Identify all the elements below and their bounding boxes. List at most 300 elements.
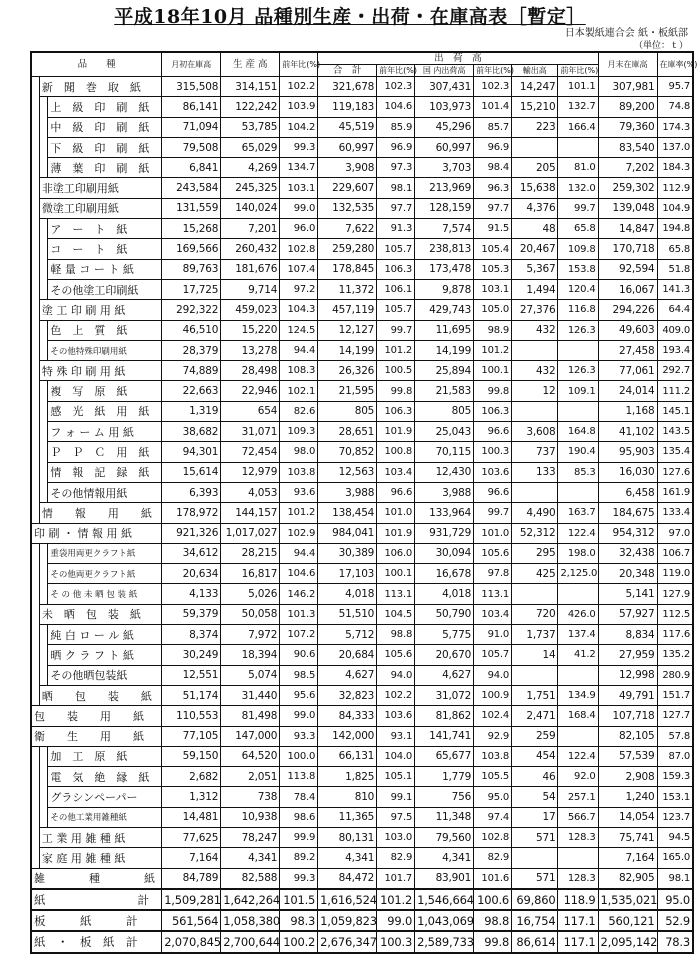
cell-domestic: 756	[415, 787, 474, 807]
indent-spacer	[39, 787, 47, 807]
table-row	[31, 889, 693, 910]
cell-total-yoy: 93.1	[377, 726, 415, 746]
cell-export: 15,638	[512, 178, 558, 198]
cell-export-yoy: 166.4	[558, 117, 598, 137]
indent-spacer	[31, 787, 39, 807]
cell-production: 1,017,027	[221, 523, 280, 543]
cell-opening-inventory: 86,141	[162, 97, 221, 117]
cell-inventory-ratio: 143.5	[657, 422, 693, 442]
cell-production: 64,520	[221, 746, 280, 766]
cell-inventory-ratio: 65.8	[657, 239, 693, 259]
cell-domestic-yoy: 98.8	[474, 910, 512, 931]
table-row	[31, 746, 693, 766]
table-row	[31, 482, 693, 502]
cell-shipments-total: 805	[318, 401, 377, 421]
cell-export-yoy: 257.1	[558, 787, 598, 807]
table-row	[31, 665, 693, 685]
cell-export: 737	[512, 442, 558, 462]
cell-opening-inventory: 292,322	[162, 300, 221, 320]
cell-domestic: 173,478	[415, 259, 474, 279]
cell-closing-inventory: 170,718	[598, 239, 657, 259]
cell-export-yoy: 85.3	[558, 462, 598, 482]
cell-export: 15,210	[512, 97, 558, 117]
cell-shipments-total: 1,059,823	[318, 910, 377, 931]
cell-shipments-total: 17,103	[318, 564, 377, 584]
cell-domestic: 70,115	[415, 442, 474, 462]
cell-export-yoy	[558, 848, 598, 868]
cell-export	[512, 482, 558, 502]
row-name: 軽 量 コ ー ト 紙	[48, 259, 162, 279]
row-name: 特 殊 印 刷 用 紙	[39, 361, 161, 381]
cell-production: 181,676	[221, 259, 280, 279]
cell-production-yoy: 107.2	[280, 625, 318, 645]
cell-closing-inventory: 139,048	[598, 198, 657, 218]
cell-production-yoy: 98.0	[280, 442, 318, 462]
cell-export: 259	[512, 726, 558, 746]
indent-spacer	[39, 259, 47, 279]
cell-production: 31,071	[221, 422, 280, 442]
table-row	[31, 77, 693, 97]
cell-total-yoy: 100.8	[377, 442, 415, 462]
indent-spacer	[31, 158, 39, 178]
cell-production-yoy: 100.2	[280, 931, 318, 952]
indent-spacer	[31, 117, 39, 137]
cell-export-yoy: 65.8	[558, 219, 598, 239]
cell-export	[512, 401, 558, 421]
cell-shipments-total: 178,845	[318, 259, 377, 279]
indent-spacer	[39, 665, 47, 685]
cell-domestic-yoy: 103.1	[474, 279, 512, 299]
cell-shipments-total: 14,199	[318, 340, 377, 360]
cell-production: 122,242	[221, 97, 280, 117]
cell-shipments-total: 80,131	[318, 827, 377, 847]
cell-domestic-yoy: 98.9	[474, 320, 512, 340]
cell-production: 81,498	[221, 706, 280, 726]
cell-domestic-yoy: 92.9	[474, 726, 512, 746]
cell-domestic: 45,296	[415, 117, 474, 137]
table-row	[31, 807, 693, 827]
cell-export: 205	[512, 158, 558, 178]
cell-production: 22,946	[221, 381, 280, 401]
indent-spacer	[31, 77, 39, 97]
indent-spacer	[39, 117, 47, 137]
cell-total-yoy: 106.0	[377, 543, 415, 563]
row-name: コ ー ト 紙	[48, 239, 162, 259]
cell-production: 5,074	[221, 665, 280, 685]
indent-spacer	[31, 584, 39, 604]
cell-total-yoy: 97.3	[377, 158, 415, 178]
cell-inventory-ratio: 94.5	[657, 827, 693, 847]
cell-production-yoy: 99.9	[280, 827, 318, 847]
cell-inventory-ratio: 194.8	[657, 219, 693, 239]
table-row	[31, 381, 693, 401]
row-name: 塗 工 印 刷 用 紙	[39, 300, 161, 320]
cell-production-yoy: 109.3	[280, 422, 318, 442]
cell-production-yoy: 104.3	[280, 300, 318, 320]
cell-export: 20,467	[512, 239, 558, 259]
cell-production-yoy: 101.3	[280, 604, 318, 624]
row-name: 電 気 絶 縁 紙	[48, 767, 162, 787]
header-production: 生 産 高	[221, 52, 280, 77]
table-row	[31, 685, 693, 705]
cell-domestic: 1,546,664	[415, 889, 474, 910]
cell-export-yoy: 109.8	[558, 239, 598, 259]
row-name: その他工業用雑種紙	[48, 807, 162, 827]
table-row	[31, 827, 693, 847]
cell-inventory-ratio: 95.0	[657, 889, 693, 910]
cell-export-yoy: 163.7	[558, 503, 598, 523]
cell-export-yoy	[558, 482, 598, 502]
cell-shipments-total: 84,333	[318, 706, 377, 726]
cell-closing-inventory: 954,312	[598, 523, 657, 543]
cell-closing-inventory: 7,202	[598, 158, 657, 178]
cell-closing-inventory: 184,675	[598, 503, 657, 523]
cell-closing-inventory: 57,927	[598, 604, 657, 624]
cell-production-yoy: 113.8	[280, 767, 318, 787]
cell-inventory-ratio: 98.1	[657, 868, 693, 889]
cell-total-yoy: 98.1	[377, 178, 415, 198]
cell-production: 2,051	[221, 767, 280, 787]
table-row	[31, 523, 693, 543]
table-row	[31, 97, 693, 117]
cell-total-yoy: 103.4	[377, 462, 415, 482]
table-row	[31, 178, 693, 198]
cell-inventory-ratio: 145.1	[657, 401, 693, 421]
cell-inventory-ratio: 52.9	[657, 910, 693, 931]
row-name: フ ォ ー ム 用 紙	[48, 422, 162, 442]
row-name: その他情報用紙	[48, 482, 162, 502]
header-shipments-total: 合 計	[318, 65, 377, 77]
cell-export: 4,490	[512, 503, 558, 523]
row-name: 情 報 記 録 紙	[48, 462, 162, 482]
cell-closing-inventory: 5,141	[598, 584, 657, 604]
cell-production-yoy: 99.0	[280, 706, 318, 726]
cell-domestic: 14,199	[415, 340, 474, 360]
cell-production-yoy: 107.4	[280, 259, 318, 279]
table-row	[31, 158, 693, 178]
indent-spacer	[39, 482, 47, 502]
cell-production: 5,026	[221, 584, 280, 604]
row-name: 晒 包 装 紙	[39, 685, 161, 705]
cell-opening-inventory: 315,508	[162, 77, 221, 97]
cell-export	[512, 584, 558, 604]
cell-inventory-ratio: 57.8	[657, 726, 693, 746]
cell-domestic: 103,973	[415, 97, 474, 117]
table-row	[31, 401, 693, 421]
cell-export-yoy: 190.4	[558, 442, 598, 462]
cell-closing-inventory: 307,981	[598, 77, 657, 97]
cell-domestic: 31,072	[415, 685, 474, 705]
cell-shipments-total: 321,678	[318, 77, 377, 97]
cell-domestic: 141,741	[415, 726, 474, 746]
cell-export-yoy	[558, 665, 598, 685]
cell-closing-inventory: 49,791	[598, 685, 657, 705]
cell-opening-inventory: 59,379	[162, 604, 221, 624]
cell-inventory-ratio: 112.9	[657, 178, 693, 198]
cell-total-yoy: 105.7	[377, 239, 415, 259]
cell-shipments-total: 1,616,524	[318, 889, 377, 910]
cell-domestic: 7,574	[415, 219, 474, 239]
cell-domestic: 5,775	[415, 625, 474, 645]
cell-export-yoy: 109.1	[558, 381, 598, 401]
cell-domestic-yoy: 91.0	[474, 625, 512, 645]
row-name: 複 写 原 紙	[48, 381, 162, 401]
header-domestic: 国 内出荷高	[415, 65, 474, 77]
cell-domestic: 4,627	[415, 665, 474, 685]
indent-spacer	[31, 482, 39, 502]
row-name: 衛 生 用 紙	[31, 726, 162, 746]
cell-domestic-yoy: 102.8	[474, 827, 512, 847]
cell-domestic-yoy: 96.6	[474, 482, 512, 502]
cell-production: 13,278	[221, 340, 280, 360]
indent-spacer	[31, 422, 39, 442]
cell-total-yoy: 99.1	[377, 787, 415, 807]
cell-opening-inventory: 2,682	[162, 767, 221, 787]
cell-export: 12	[512, 381, 558, 401]
cell-production-yoy: 102.1	[280, 381, 318, 401]
indent-spacer	[39, 340, 47, 360]
cell-shipments-total: 7,622	[318, 219, 377, 239]
indent-spacer	[31, 178, 39, 198]
cell-total-yoy: 96.9	[377, 137, 415, 157]
cell-total-yoy: 97.5	[377, 807, 415, 827]
cell-inventory-ratio: 97.0	[657, 523, 693, 543]
cell-export: 46	[512, 767, 558, 787]
cell-domestic: 4,341	[415, 848, 474, 868]
cell-shipments-total: 45,519	[318, 117, 377, 137]
cell-domestic-yoy: 99.8	[474, 381, 512, 401]
cell-export-yoy: 118.9	[558, 889, 598, 910]
header-domestic-yoy: 前年比(%)	[474, 65, 512, 77]
table-row	[31, 625, 693, 645]
cell-export	[512, 137, 558, 157]
cell-opening-inventory: 14,481	[162, 807, 221, 827]
table-row	[31, 239, 693, 259]
cell-production: 9,714	[221, 279, 280, 299]
cell-production-yoy: 134.7	[280, 158, 318, 178]
cell-closing-inventory: 16,067	[598, 279, 657, 299]
cell-total-yoy: 94.0	[377, 665, 415, 685]
cell-export: 69,860	[512, 889, 558, 910]
cell-shipments-total: 12,563	[318, 462, 377, 482]
indent-spacer	[31, 137, 39, 157]
cell-domestic-yoy: 101.4	[474, 97, 512, 117]
cell-production: 4,053	[221, 482, 280, 502]
indent-spacer	[39, 807, 47, 827]
table-row	[31, 787, 693, 807]
cell-production-yoy: 97.2	[280, 279, 318, 299]
table-row	[31, 117, 693, 137]
cell-export-yoy: 122.4	[558, 746, 598, 766]
cell-domestic-yoy: 91.5	[474, 219, 512, 239]
cell-domestic: 238,813	[415, 239, 474, 259]
cell-opening-inventory: 34,612	[162, 543, 221, 563]
report-title: 平成18年10月 品種別生産・出荷・在庫高表［暫定］	[114, 6, 586, 28]
cell-export-yoy: 168.4	[558, 706, 598, 726]
indent-spacer	[31, 767, 39, 787]
cell-domestic-yoy: 102.3	[474, 77, 512, 97]
header-opening-inventory: 月初在庫高	[162, 52, 221, 77]
cell-shipments-total: 32,823	[318, 685, 377, 705]
cell-opening-inventory: 77,105	[162, 726, 221, 746]
indent-spacer	[31, 320, 39, 340]
indent-spacer	[39, 625, 47, 645]
header-export: 輸出高	[512, 65, 558, 77]
header-total-yoy: 前年比(%)	[377, 65, 415, 77]
cell-export-yoy: 566.7	[558, 807, 598, 827]
table-row	[31, 422, 693, 442]
cell-inventory-ratio: 127.7	[657, 706, 693, 726]
cell-domestic-yoy: 95.0	[474, 787, 512, 807]
indent-spacer	[39, 767, 47, 787]
cell-production: 147,000	[221, 726, 280, 746]
table-row	[31, 706, 693, 726]
cell-export: 432	[512, 361, 558, 381]
cell-export: 27,376	[512, 300, 558, 320]
cell-inventory-ratio: 165.0	[657, 848, 693, 868]
indent-spacer	[39, 239, 47, 259]
cell-opening-inventory: 59,150	[162, 746, 221, 766]
cell-export	[512, 665, 558, 685]
cell-inventory-ratio: 133.4	[657, 503, 693, 523]
table-row	[31, 726, 693, 746]
cell-total-yoy: 101.0	[377, 503, 415, 523]
cell-domestic: 2,589,733	[415, 931, 474, 952]
cell-opening-inventory: 131,559	[162, 198, 221, 218]
cell-domestic: 4,018	[415, 584, 474, 604]
indent-spacer	[31, 807, 39, 827]
cell-inventory-ratio: 111.2	[657, 381, 693, 401]
cell-production-yoy: 82.6	[280, 401, 318, 421]
cell-production: 4,341	[221, 848, 280, 868]
cell-shipments-total: 4,018	[318, 584, 377, 604]
cell-domestic-yoy: 85.7	[474, 117, 512, 137]
cell-export-yoy: 128.3	[558, 827, 598, 847]
cell-export-yoy: 132.0	[558, 178, 598, 198]
row-name: 未 晒 包 装 紙	[39, 604, 161, 624]
cell-closing-inventory: 95,903	[598, 442, 657, 462]
cell-shipments-total: 51,510	[318, 604, 377, 624]
cell-export: 52,312	[512, 523, 558, 543]
indent-spacer	[39, 219, 47, 239]
cell-total-yoy: 106.3	[377, 401, 415, 421]
cell-production: 31,440	[221, 685, 280, 705]
cell-domestic: 16,678	[415, 564, 474, 584]
cell-total-yoy: 101.9	[377, 422, 415, 442]
cell-production-yoy: 96.0	[280, 219, 318, 239]
cell-domestic: 30,094	[415, 543, 474, 563]
row-name: 下 級 印 刷 紙	[48, 137, 162, 157]
cell-domestic: 931,729	[415, 523, 474, 543]
table-row	[31, 137, 693, 157]
cell-domestic-yoy: 106.3	[474, 401, 512, 421]
cell-inventory-ratio: 95.7	[657, 77, 693, 97]
cell-total-yoy: 113.1	[377, 584, 415, 604]
cell-production-yoy: 102.9	[280, 523, 318, 543]
cell-shipments-total: 3,988	[318, 482, 377, 502]
cell-opening-inventory: 89,763	[162, 259, 221, 279]
cell-domestic: 213,969	[415, 178, 474, 198]
indent-spacer	[31, 848, 39, 868]
indent-spacer	[31, 219, 39, 239]
cell-export: 14	[512, 645, 558, 665]
cell-total-yoy: 85.9	[377, 117, 415, 137]
cell-shipments-total: 4,627	[318, 665, 377, 685]
cell-domestic: 21,583	[415, 381, 474, 401]
row-name: 印 刷 ・ 情 報 用 紙	[31, 523, 162, 543]
cell-closing-inventory: 77,061	[598, 361, 657, 381]
indent-spacer	[39, 543, 47, 563]
cell-production-yoy: 103.1	[280, 178, 318, 198]
cell-inventory-ratio: 127.9	[657, 584, 693, 604]
cell-production-yoy: 124.5	[280, 320, 318, 340]
cell-opening-inventory: 8,374	[162, 625, 221, 645]
cell-export: 5,367	[512, 259, 558, 279]
cell-inventory-ratio: 106.7	[657, 543, 693, 563]
cell-opening-inventory: 1,319	[162, 401, 221, 421]
table-row	[31, 767, 693, 787]
cell-total-yoy: 105.6	[377, 645, 415, 665]
cell-inventory-ratio: 141.3	[657, 279, 693, 299]
cell-inventory-ratio: 64.4	[657, 300, 693, 320]
cell-export-yoy: 153.8	[558, 259, 598, 279]
cell-inventory-ratio: 159.3	[657, 767, 693, 787]
indent-spacer	[31, 543, 39, 563]
cell-opening-inventory: 15,614	[162, 462, 221, 482]
cell-total-yoy: 101.2	[377, 340, 415, 360]
cell-shipments-total: 28,651	[318, 422, 377, 442]
cell-shipments-total: 810	[318, 787, 377, 807]
cell-export-yoy: 126.3	[558, 361, 598, 381]
cell-production: 260,432	[221, 239, 280, 259]
cell-shipments-total: 2,676,347	[318, 931, 377, 952]
cell-domestic-yoy: 94.0	[474, 665, 512, 685]
cell-domestic-yoy: 105.6	[474, 543, 512, 563]
cell-closing-inventory: 83,540	[598, 137, 657, 157]
cell-total-yoy: 99.7	[377, 320, 415, 340]
cell-closing-inventory: 79,360	[598, 117, 657, 137]
cell-domestic: 81,862	[415, 706, 474, 726]
cell-domestic-yoy: 105.4	[474, 239, 512, 259]
cell-domestic: 805	[415, 401, 474, 421]
indent-spacer	[31, 625, 39, 645]
cell-closing-inventory: 1,240	[598, 787, 657, 807]
cell-export: 14,247	[512, 77, 558, 97]
cell-opening-inventory: 79,508	[162, 137, 221, 157]
cell-export-yoy: 128.3	[558, 868, 598, 889]
indent-spacer	[31, 746, 39, 766]
cell-domestic: 65,677	[415, 746, 474, 766]
cell-production-yoy: 94.4	[280, 340, 318, 360]
indent-spacer	[31, 361, 39, 381]
cell-domestic-yoy: 97.8	[474, 564, 512, 584]
cell-inventory-ratio: 135.4	[657, 442, 693, 462]
indent-spacer	[31, 645, 39, 665]
cell-shipments-total: 12,127	[318, 320, 377, 340]
cell-production: 140,024	[221, 198, 280, 218]
cell-production-yoy: 95.6	[280, 685, 318, 705]
cell-domestic: 25,894	[415, 361, 474, 381]
cell-export: 1,494	[512, 279, 558, 299]
cell-export-yoy	[558, 726, 598, 746]
cell-total-yoy: 102.3	[377, 77, 415, 97]
cell-shipments-total: 5,712	[318, 625, 377, 645]
cell-domestic-yoy: 101.6	[474, 868, 512, 889]
cell-total-yoy: 98.8	[377, 625, 415, 645]
cell-domestic: 11,695	[415, 320, 474, 340]
cell-domestic-yoy: 113.1	[474, 584, 512, 604]
cell-opening-inventory: 4,133	[162, 584, 221, 604]
